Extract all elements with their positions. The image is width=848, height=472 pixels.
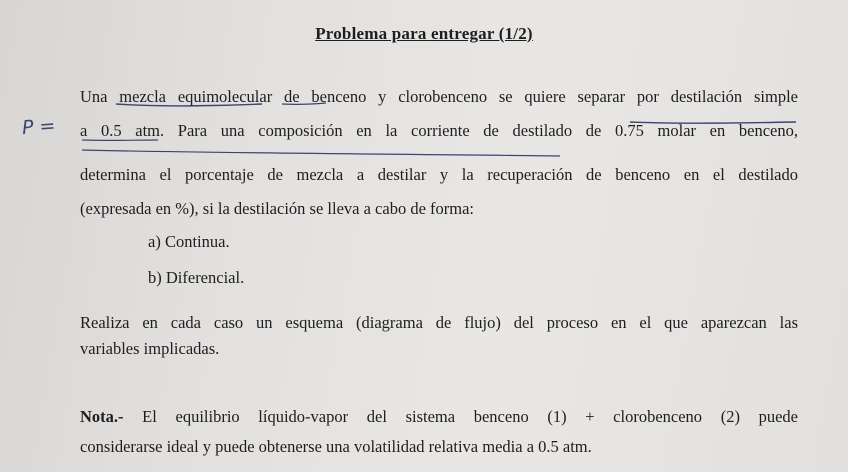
problem-title: Problema para entregar (1/2): [315, 24, 533, 43]
paragraph1-line2: a 0.5 atm. Para una composición en la corriente de destilado de 0.75 molar en benceno,: [80, 121, 798, 140]
underline-composicion-destilado: [82, 150, 560, 156]
paragraph2-line1: Realiza en cada caso un esquema (diagrama de flujo) del proceso en el que aparezcan las: [80, 313, 798, 332]
paragraph1-line1: Una mezcla equimolecular de benceno y clorobenceno se quiere separar por destilación simple: [80, 87, 798, 106]
note-line1: [80, 407, 798, 427]
paragraph2-line2: variables implicadas.: [80, 339, 220, 358]
paragraph1-line3: determina el porcentaje de mezcla a destilar y la recuperación de benceno en el destilado: [80, 165, 798, 184]
handwritten-margin-note: P =: [21, 114, 57, 140]
option-continua: a) Continua.: [148, 232, 230, 251]
note-label: Nota.-: [80, 407, 124, 426]
paragraph1-line4: (expresada en %), si la destilación se lleva a cabo de forma:: [80, 199, 474, 218]
note-text-line1: El equilibrio líquido-vapor del sistema benceno (1) + clorobenceno (2) puede: [123, 407, 798, 426]
note-line2: considerarse ideal y puede obtenerse una volatilidad relativa media a 0.5 atm.: [80, 437, 592, 456]
option-diferencial: b) Diferencial.: [148, 268, 245, 287]
